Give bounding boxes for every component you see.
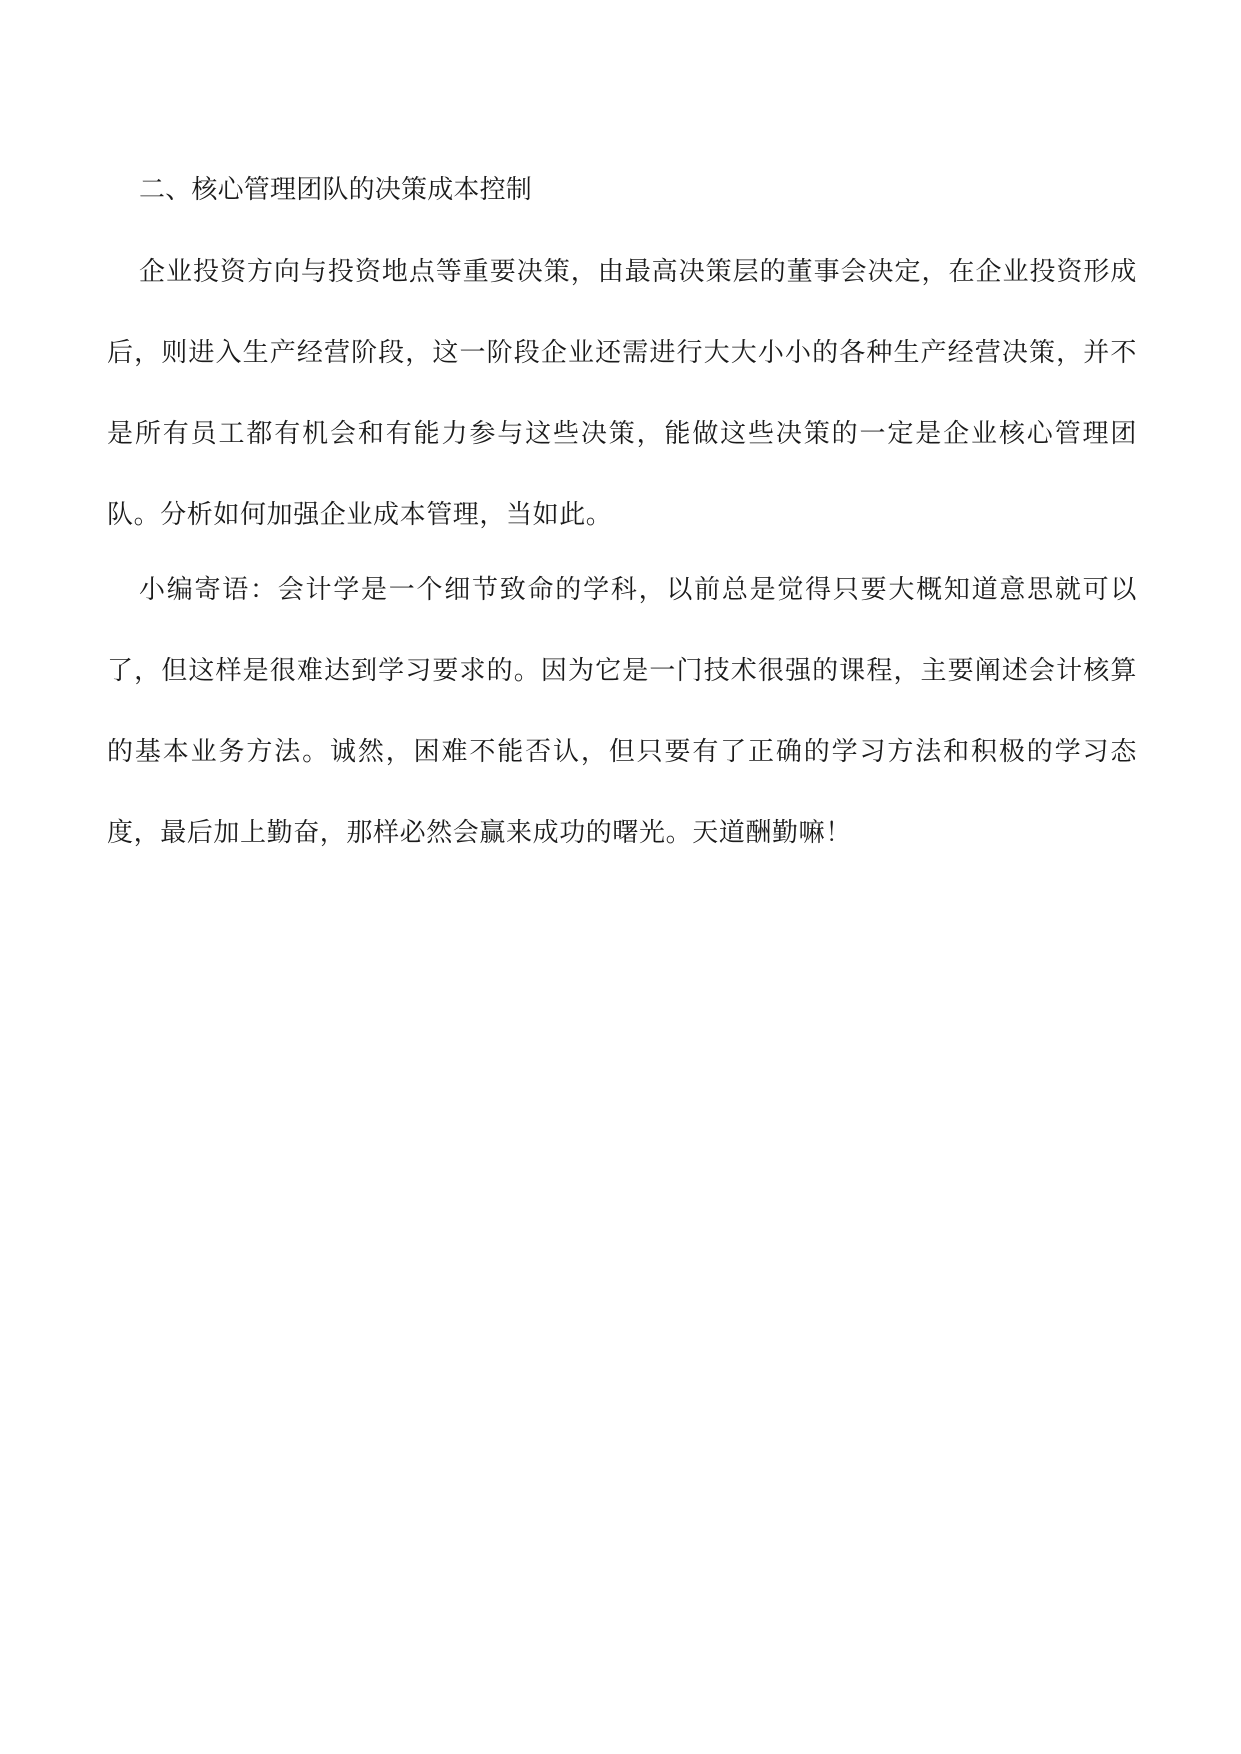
document-content	[107, 160, 1137, 874]
body-paragraph-decision-cost: 企业投资方向与投资地点等重要决策，由最高决策层的董事会决定，在企业投资形成后，则进入生产经营阶段，这一阶段企业还需进行大大小小的各种生产经营决策，并不是所有员工都有机会和有能力参与这些决策，能做这些决策的一定是企业核心管理团队。分析如何加强企业成本管理，当如此。	[107, 257, 1137, 530]
body-paragraph-editor-note: 小编寄语：会计学是一个细节致命的学科，以前总是觉得只要大概知道意思就可以了，但这样是很难达到学习要求的。因为它是一门技术很强的课程，主要阐述会计核算的基本业务方法。诚然，困难不能否认，但只要有了正确的学习方法和积极的学习态度，最后加上勤奋，那样必然会赢来成功的曙光。天道酬勤嘛！	[107, 575, 1137, 848]
section-heading: 二、核心管理团队的决策成本控制	[139, 175, 533, 205]
